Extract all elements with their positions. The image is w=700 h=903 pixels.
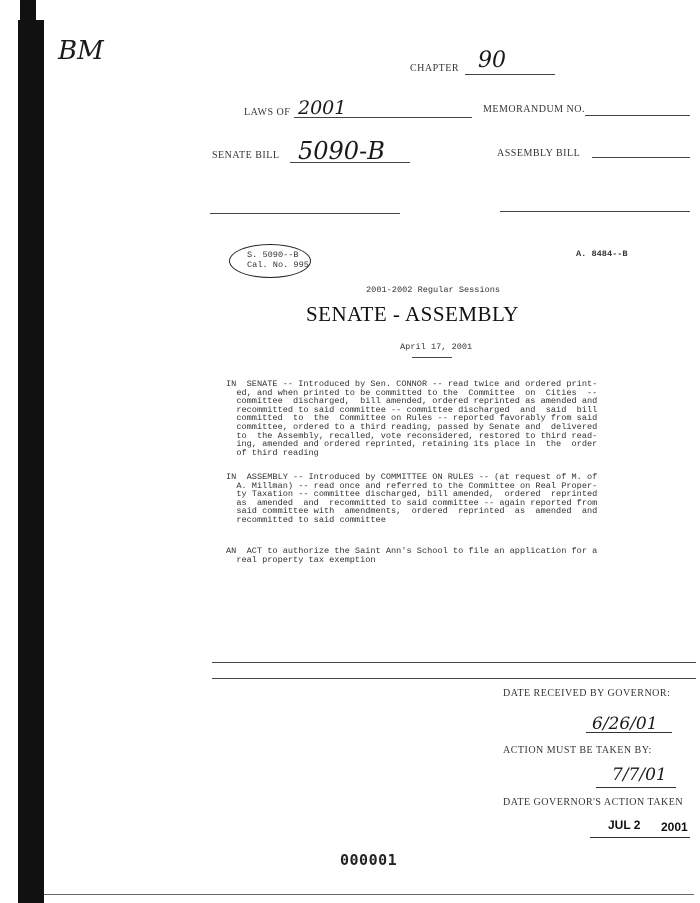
senate-bill-line	[290, 162, 410, 163]
senate-history-paragraph	[226, 380, 597, 457]
assembly-history-paragraph	[226, 473, 597, 525]
must-act-label: ACTION MUST BE TAKEN BY:	[503, 745, 652, 756]
memorandum-line	[585, 115, 690, 116]
document-title: SENATE - ASSEMBLY	[306, 302, 519, 326]
blank-line-right	[500, 211, 690, 212]
senate-bill-value: 5090-B	[298, 137, 385, 165]
assembly-line: IN ASSEMBLY -- Introduced by COMMITTEE ON RULES -- (at request of M. of	[226, 472, 598, 482]
binding-edge	[18, 20, 44, 903]
senate-line: committee discharged, bill amended, ordered reprinted as amended and	[226, 396, 598, 407]
act-title-paragraph	[226, 547, 597, 564]
action-taken-date: JUL 2	[608, 818, 641, 832]
act-line: AN ACT to authorize the Saint Ann's School to file an application for a	[226, 546, 598, 556]
action-taken-line	[590, 837, 690, 838]
assembly-line: A. Millman) -- read once and referred to the Committee on Real Proper-	[226, 480, 598, 491]
senate-line: committee, ordered to a third reading, passed by Senate and delivered	[226, 421, 598, 432]
must-act-value: 7/7/01	[612, 765, 667, 785]
binding-edge-top	[20, 0, 36, 22]
session-label: 2001-2002 Regular Sessions	[366, 285, 501, 295]
action-taken-year: 2001	[661, 820, 688, 834]
senate-line: recommitted to said committee -- committee discharged and said bill	[226, 404, 598, 415]
date-received-value: 6/26/01	[592, 714, 658, 734]
senate-line: committed to the Committee on Rules -- reported favorably from said	[226, 413, 598, 424]
act-line: real property tax exemption	[226, 554, 376, 565]
bottom-edge-line	[44, 894, 694, 895]
laws-line	[294, 117, 472, 118]
assembly-bill-label: ASSEMBLY BILL	[497, 148, 581, 159]
memorandum-label: MEMORANDUM NO.	[483, 104, 586, 115]
senate-bill-number: S. 5090--B	[247, 250, 299, 260]
senate-line: of third reading	[226, 447, 319, 458]
page-number: 000001	[340, 851, 398, 869]
date-received-label: DATE RECEIVED BY GOVERNOR:	[503, 688, 671, 699]
senate-line: ing, amended and ordered reprinted, retaining its place in the order	[226, 439, 598, 450]
chapter-line	[465, 74, 555, 75]
divider-line	[212, 662, 696, 663]
senate-bill-label: SENATE BILL	[212, 150, 280, 161]
assembly-bill-line	[592, 157, 690, 158]
assembly-bill-number: A. 8484--B	[576, 249, 628, 259]
date-underline	[412, 357, 452, 358]
divider-line	[212, 678, 696, 679]
handwritten-initials: BM	[58, 36, 104, 66]
assembly-line: recommitted to said committee	[226, 514, 386, 525]
senate-line: to the Assembly, recalled, vote reconsidered, restored to third read-	[226, 430, 598, 441]
assembly-line: as amended and recommitted to said committee -- again reported from	[226, 497, 598, 508]
must-act-line	[596, 787, 676, 788]
chapter-label: CHAPTER	[410, 63, 460, 74]
assembly-line: ty Taxation -- committee discharged, bill amended, ordered reprinted	[226, 489, 598, 500]
laws-label: LAWS OF	[244, 107, 291, 118]
chapter-value: 90	[478, 48, 506, 73]
blank-line-left	[210, 213, 400, 214]
action-taken-label: DATE GOVERNOR'S ACTION TAKEN	[503, 797, 684, 808]
bill-date: April 17, 2001	[400, 342, 473, 352]
laws-value: 2001	[298, 97, 347, 119]
assembly-line: said committee with amendments, ordered reprinted as amended and	[226, 506, 598, 517]
senate-line: IN SENATE -- Introduced by Sen. CONNOR -- read twice and ordered print-	[226, 379, 598, 389]
senate-line: ed, and when printed to be committed to the Committee on Cities --	[226, 387, 598, 398]
date-received-line	[586, 732, 672, 733]
calendar-number: Cal. No. 995	[247, 260, 309, 270]
